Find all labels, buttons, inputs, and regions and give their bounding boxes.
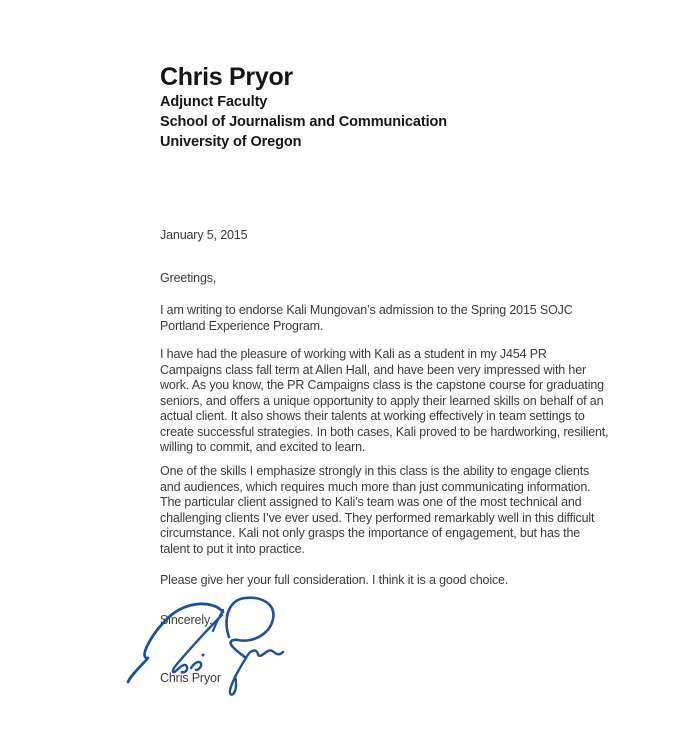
letter-closing: Sincerely, [160,613,213,627]
letterhead [160,62,447,152]
letterhead-institution: University of Oregon [160,134,302,150]
signature-i-dot [202,654,205,657]
letter-paragraph: Please give her your full consideration. I think it is a good choice. [160,573,509,587]
letter-paragraph: One of the skills I emphasize strongly in this class is the ability to engage clients and audiences, which requires much more than just communicating information. The particular client assigned to Kali’s team was one of the most technical and challenging clients I’ve ever used. They performed remarkably well in this difficult circumstance. Kali not only grasps the importance of engagement, but has the talent to put it into practice. [160,464,595,556]
letterhead-title: Adjunct Faculty [160,94,268,110]
handwritten-signature-icon [125,596,300,706]
letter-salutation: Greetings, [160,271,217,285]
letter-paragraph: I am writing to endorse Kali Mungovan’s admission to the Spring 2015 SOJC Portland Experience Program. [160,303,573,333]
letter-date: January 5, 2015 [160,228,248,242]
signature-typed-name: Chris Pryor [160,671,221,685]
letterhead-name: Chris Pryor [160,63,293,91]
letterhead-organization: School of Journalism and Communication [160,114,448,130]
letter-paragraph: I have had the pleasure of working with Kali as a student in my J454 PR Campaigns class fall term at Allen Hall, and have been very impressed with her work. As you know, the PR Campaigns class is the capstone course for graduating seniors, and offers a unique opportunity to apply their learned skills on behalf of an actual client. It also shows their talents at working effectively in team settings to create successful strategies. In both cases, Kali proved to be hardworking, resilient, willing to commit, and excited to learn. [160,347,609,454]
